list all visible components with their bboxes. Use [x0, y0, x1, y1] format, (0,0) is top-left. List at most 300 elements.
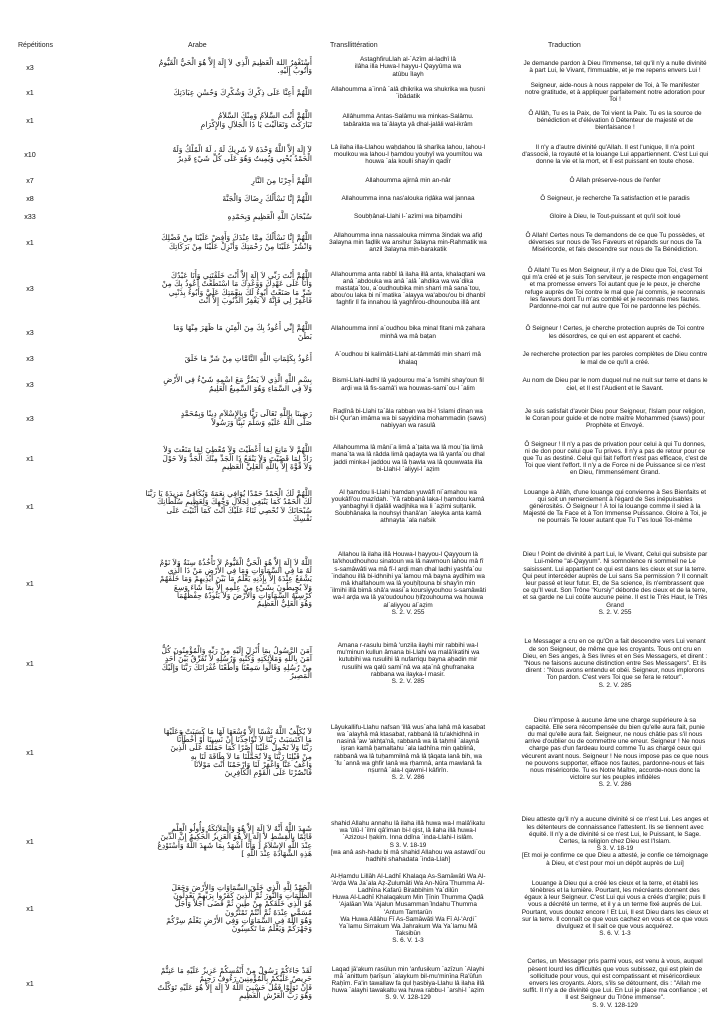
translation-text-line: ni de don pour celui que Tu prives. Il n'y a pas de retour pour ce [524, 447, 706, 455]
arabic-text-line: حَرِيصٌ عَلَيْكُمْ بِالْمُؤْمِنِينَ رَءُوفٌ رَحِيمٌ [199, 974, 312, 984]
translation-text [502, 370, 724, 400]
arabic-text [52, 946, 314, 1022]
translation-text-line: Majesté de Ta Face et à Ton Immense Puissance. Gloire à Toi, je [523, 510, 707, 518]
arabic-text-line: الْحَمْدُ لِلَّهِ الَّذِي خَلَقَ السَّمَاوَاتِ وَالأَرْضَ وَجَعَلَ [171, 883, 312, 892]
transliteration-text-line: `fu `annâ wa ghfir lanâ wa rḥamnâ, anta mawlanâ fa [334, 759, 482, 767]
arabic-text-line: رَادَّ لِمَا قَضَيْتَ وَلاَ يَنْفَعُ ذَا الْجَدِّ مِنْكَ الْجَدُّ وَلاَ حَوْلَ [162, 453, 312, 463]
arabic-text-line: لَقَدْ جَاءَكُمْ رَسُولٌ مِنْ أَنْفُسِكُمْ عَزِيزٌ عَلَيْهِ مَا عَنِتُّمْ [160, 966, 312, 976]
arabic-text [52, 52, 314, 82]
transliteration-text-line: nṣurnâ `ala-l qawmi-l kâfirîn. [367, 767, 449, 775]
dhikr-row [8, 318, 724, 348]
translation-text-line: arrive d'oublier ou de commettre une erreur. Seigneur ! Ne nous [524, 738, 706, 746]
translation-text [502, 190, 724, 208]
header-arabic: Arabe [188, 42, 207, 49]
dhikr-table [8, 52, 724, 1022]
repetition-count: x1 [26, 116, 34, 126]
translation-text-line: Je demande pardon à Dieu l'Immense, tel qu'il n'y a nulle divinité [523, 59, 707, 67]
translation-text-line: à Dieu, et c'est pour moi un dépôt auprès de Lui] [546, 859, 684, 867]
transliteration-text [314, 138, 502, 172]
arabic-text [52, 82, 314, 104]
translation-text-line: le Coran pour guide et de notre maître Mohammed (saws) pour [525, 415, 705, 422]
translation-text-line: sur la terre. Il connaît ce que vous cachez en vous et ce que vous [522, 915, 708, 923]
arabic-text-line: وَأَنَا عَلَى عَهْدِكَ وَوَعْدِكَ مَا اسْتَطَعْتُ أَعُوذُ بِكَ مِنْ [161, 279, 312, 289]
transliteration-text-line: Bismi-Llahi-ladhî lâ yaḍourou ma`a 'ismihi shay'oun fil [332, 377, 484, 385]
repetition-count: x1 [26, 904, 34, 914]
arabic-text-line: وَلاَ فِي السَّمَاءِ وَهُوَ السَّمِيعُ الْعَلِيمُ [209, 383, 312, 393]
arabic-text-line: بَطَنَ [297, 331, 312, 341]
translation-text-line: refuge auprès de Toi contre le mal que j'ai commis, je reconnais [524, 288, 706, 296]
translation-text-line: Pardonne-moi car nul autre que Toi ne pardonne les péchés. [529, 303, 701, 311]
arabic-text-line: اللَّهُمَّ إِنِّي أَعُوذُ بِكَ مِنَ الْفِتَنِ مَا ظَهَرَ مِنْهَا وَمَا [173, 323, 312, 333]
dhikr-row [8, 634, 724, 694]
translation-text-line: vécurent avant nous. Seigneur ! Ne nous impose pas ce que nous [521, 752, 709, 760]
arabic-text-line: أَسْتَغْفِرُ اللهَ الْعَظِيمَ الَّذِي لاَ إِلَهَ إِلاَّ هُوَ الْحَيُّ الْقَيُّومُ [158, 57, 312, 67]
translation-text-line: bénédiction et d'élévation ô Détenteur de majesté et de [536, 117, 694, 124]
repetition-count: x1 [26, 238, 34, 248]
translation-text-line: Toi que vient l'effort. Il n'y a de Force ni de Puissance si ce n'est [524, 462, 706, 470]
translation-text-line: Ton pardon. C'est vers Toi que se fera le retour". [546, 674, 684, 682]
arabic-text-line: الْمَصِيرُ [290, 670, 312, 680]
transliteration-text-line: S. 2. V. 285 [391, 678, 425, 686]
translation-text-line: envers les croyants. Alors, s'ils se détournent, dis : "Allah me [529, 980, 701, 987]
translation-text-line: Gloire à Dieu, le Tout-puissant et qu'il soit loué [549, 213, 681, 220]
arabic-text [52, 370, 314, 400]
arabic-text-line: وَهُوَ الْعَلِيُّ الْعَظِيمُ [256, 599, 312, 609]
translation-text [502, 104, 724, 138]
translation-text-line: du mal qu'elle aura fait. Seigneur, ne nous châtie pas s'il nous [527, 731, 703, 738]
translation-text-line: nous miséricorde. Tu es Notre Maître, accorde-nous donc la [530, 767, 700, 775]
transliteration-text-line: S. 2. V. 286 [391, 774, 425, 782]
arabic-text-line: رَبَّنَا وَلاَ تَحْمِلْ عَلَيْنَا إِصْرًا كَمَا حَمَلْتَهُ عَلَى الَّذِينَ [170, 743, 312, 753]
dhikr-row [8, 534, 724, 634]
transliteration-text [314, 52, 502, 82]
transliteration-text-line: kutubihi wa rusulihi lâ nufarriqu bayna aḥadin mir [338, 656, 478, 664]
arabic-text-line: اللَّهُمَّ إِنَّا نَسْأَلُكَ مِمَّا عِنْدَكَ وَأَفِضْ عَلَيْنَا مِنْ فَضْلِكَ [161, 233, 312, 243]
translation-text-line: les faveurs dont Tu m'as comblé et je reconnais mes fautes. [530, 295, 700, 303]
arabic-text-line: وَاعْفُ عَنَّا وَاغْفِرْ لَنَا وَارْحَمْنَا أَنْتَ مَوْلاَنَا [193, 759, 312, 769]
transliteration-text-line: `indahou illâ bi-idhnihi ya`lamou mâ bayna aydîhim wa [331, 572, 485, 580]
repetition-count: x1 [26, 579, 34, 589]
translation-text-line: Ô Seigneur ! Certes, je cherche protection auprès de Toi contre [525, 325, 705, 333]
dhikr-row [8, 52, 724, 82]
repetition-count: x3 [26, 62, 34, 72]
repetition-count: x3 [26, 380, 34, 390]
transliteration-text-line: Ya`lamu Sirrakum Wa Jahrakum Wa Ya`lamu Mā [338, 923, 478, 931]
repetition-count: x3 [26, 328, 34, 338]
translation-text-line: déverses sur nous de Tes Faveurs et répands sur nous de Ta [528, 239, 702, 246]
transliteration-text-line: huwa `alayhi tawakaltu wa huwa rabbu-l `arshi-l `aẓim [331, 987, 485, 995]
repetition-count: x1 [26, 837, 34, 847]
arabic-text-line: وَلاَ قُوَّةَ إِلاَّ بِاللَّهِ الْعَلِيِّ الْعَظِيمِ [222, 461, 312, 471]
translation-text [502, 260, 724, 318]
transliteration-text-line: Soubḥânal-Llahi l-`azîmi wa biḥamdihi [354, 213, 462, 220]
dhikr-row [8, 208, 724, 226]
transliteration-text-line: wa `alayhâ mâ ktasabat, rabbanâ lâ tu'akhidhnâ in [336, 731, 480, 738]
dhikr-row [8, 812, 724, 872]
transliteration-text-line: rusulihi wa qalû sami`nâ wa aṭa`nâ ghufranaka [341, 663, 475, 671]
arabic-text-line: تَبَارَكْتَ وَتَعَالَيْتَ يَا ذَا الْجَلاَلِ وَالإِكْرَامِ [200, 119, 312, 129]
translation-text [502, 634, 724, 694]
transliteration-text-line: 'Arḍa Wa Ja`ala Aẓ-Ẓulumāti Wa An-Nūra ̄Thumma Al- [331, 879, 485, 887]
translation-text-line: Ô Seigneur, je recherche Ta satisfaction et le paradis [540, 195, 690, 202]
transliteration-text-line: arḍi wa lâ fis-samâ'i wa houwas-sami`ou-l `alim [341, 384, 475, 392]
transliteration-text-line: hadhihi shahadata `inda-Llah] [365, 856, 451, 864]
translation-text-line: Certes, un Messager pris parmi vous, est venu à vous, auquel [527, 958, 703, 966]
arabic-text-line: نَفْسِكَ [292, 513, 312, 523]
translation-text [502, 438, 724, 480]
translation-text [502, 400, 724, 438]
dhikr-row [8, 190, 724, 208]
transliteration-text-line: rabbanâ wa lâ tuḥammilnâ mâ lâ ṭâqata lanâ bih, wa [334, 752, 482, 760]
arabic-text-line: اللَّهُمَّ أَعِنَّا عَلَى ذِكْرِكَ وَشُكْرِكَ وَحُسْنِ عِبَادَتِكَ [173, 87, 312, 97]
transliteration-text-line: ilâha illa Huwa-l hayyu-l Qayyûma wa [354, 63, 462, 71]
repetition-count: x1 [26, 454, 34, 464]
translation-text-line: Grand [606, 601, 624, 609]
arabic-text-line: لاَ إِلَهَ إِلاَّ اللَّهُ وَحْدَهُ لاَ شَرِيكَ لَهُ ، لَهُ الْمُلْكُ وَلَهُ [172, 145, 312, 155]
arabic-text [52, 400, 314, 438]
transliteration-text-line: Allahoumma ajirnâ min an-nâr [365, 177, 451, 184]
translation-text-line: Ô Allah! Tu es Mon Seigneur, il n'y a de Dieu que Toi, c'est Toi [527, 267, 703, 274]
transliteration-text [314, 946, 502, 1022]
dhikr-row [8, 348, 724, 370]
translation-text-line: victoire sur les peuples infidèles [569, 774, 661, 782]
dhikr-row [8, 400, 724, 438]
translation-text-line: ce qu'Il veut. Son Trône "Kursiy" déborde des cieux et de la terre, [522, 587, 708, 595]
transliteration-text-line: al`aliyyou al`aẓim [383, 601, 433, 609]
transliteration-text-line: Al ḥamdou li-Llahi ḥamdan yuwâfî ni`amahou wa [339, 488, 477, 496]
translation-text-line: Certes, la religion chez Dieu est l'Islam. [559, 838, 671, 845]
translation-text-line: les désordres, ce qui en est apparent et caché. [548, 332, 682, 340]
translation-text-line: S. 2. V. 286 [598, 781, 632, 789]
transliteration-text-line: S. 6. V. 1-3 [392, 937, 424, 945]
transliteration-text-line: 'Ajalāan ̄Wa 'Ajalun Musamman ̄Indahu ̄Thumma [339, 901, 477, 909]
transliteration-text-line: mā `anittum ḥarīṣun `alaykum bil-mu'minīna Ra'ūfun [334, 972, 482, 980]
translation-text-line: à part Lui, le Vivant, l'Immuable, et je me repens envers Lui ! [529, 67, 701, 74]
arabic-text-line: وَهُوَ رَبُّ الْعَرْشِ الْعَظِيمِ [239, 990, 312, 1000]
translation-text-line: Je recherche protection par les paroles complètes de Dieu contre [522, 351, 708, 359]
translation-text-line: Ô Allâh, Tu es la Paix, de Toi vient la Paix. Tu es la source de [528, 109, 702, 117]
transliteration-text-line: athnayta `ala nafsik [380, 517, 436, 525]
translation-text-line: d'associé, la royauté et la louange Lui appartiennent. C'est Lui qui [521, 151, 709, 158]
translation-text [502, 226, 724, 260]
header-transliteration: Transllittération [330, 42, 378, 49]
translation-text-line: saisissent. Lui appartient ce qui est dans les cieux et sur la terre. [523, 565, 707, 573]
dhikr-row [8, 946, 724, 1022]
translation-text-line: Louange à Allâh, d'une louange qui convienne à Ses Bienfaits et [523, 488, 707, 496]
transliteration-text [314, 190, 502, 208]
transliteration-text-line: iṣran kamâ ḥamaltahu `ala ladhîna min qablinâ, [340, 745, 476, 753]
header-repetitions: Répétitions [18, 42, 54, 49]
translation-text-line: Dieu, en Ses anges, à Ses livres et en Ses Messagers, et dirent : [522, 652, 708, 660]
translation-text-line: Dieu ! Point de divinité à part Lui, le Vivant, Celui qui subsiste par [522, 551, 708, 559]
transliteration-text-line: wa-l arḍa wa lâ ya'oudouhou ḥifẓouhouma wa houwa [332, 594, 484, 602]
translation-text-line: ténèbres et la lumière. Pourtant, les mécréants donnent des [530, 887, 700, 894]
transliteration-text [314, 812, 502, 872]
arabic-text-line: يَشْفَعُ عِنْدَهُ إِلاَّ بِإِذْنِهِ يَعْلَمُ مَا بَيْنَ أَيْدِيهِمْ وَمَا خَلْفَهُمْ [159, 574, 312, 584]
dhikr-row [8, 172, 724, 190]
transliteration-text [314, 634, 502, 694]
arabic-text-line: الْحَمْدُ يُحْيِي وَيُمِيتُ وَهُوَ عَلَى كُلِّ شَيْءٍ قَدِيرٌ [177, 153, 312, 163]
transliteration-text [314, 260, 502, 318]
translation-text [502, 694, 724, 812]
arabic-text-line: فَإِنْ تَوَلَّوْا فَقُلْ حَسْبِيَ اللَّهُ لاَ إِلَهَ إِلاَّ هُوَ عَلَيْهِ تَوَكَّلْتُ [157, 982, 312, 992]
arabic-text-line: وَانْشُرْ عَلَيْنَا مِنْ رَحْمَتِكَ وَأَنْزِلْ عَلَيْنَا مِنْ بَرَكَاتِكَ [168, 241, 312, 251]
transliteration-text-line: Al-Ḥamdu Lillāh Al-Ladhī Khalaqa As-Samāwāti Wa Al- [330, 872, 486, 880]
transliteration-text-line: atûbu îlayh [392, 70, 424, 78]
translation-text-line: Miséricorde, et fais descendre sur nous de Ta Bénédiction. [532, 246, 698, 254]
translation-text-line: qui m'a créé et je suis Ton serviteur, je respecte mon engagement [522, 274, 708, 282]
transliteration-text-line: yanbaghyi li djalâli wadjhika wa li `aẓimi sulṭanik. [339, 503, 477, 510]
arabic-text-line: شَهِدَ اللَّهُ أَنَّهُ لاَ إِلَهَ إِلاَّ هُوَ وَالْمَلاَئِكَةُ وَأُولُو الْعِلْمِ [171, 824, 312, 834]
dhikr-row [8, 104, 724, 138]
transliteration-text [314, 172, 502, 190]
repetition-count: x1 [26, 659, 34, 669]
arabic-text-line: لَكَ الْحَمْدُ كَمَا يَنْبَغِي لِجَلاَلِ وَجْهِكَ وَلِعَظِيمِ سُلْطَانِكَ [157, 497, 312, 507]
transliteration-text-line: Allahoumma inna nassalouka mimma 3indak wa afiḍ [333, 231, 483, 239]
transliteration-text-line: ta'khoudhouhou sinatoun wa lâ nawmoun lahou mâ fî [332, 558, 484, 566]
transliteration-text [314, 226, 502, 260]
arabic-text-line: اللَّهُمَّ لَكَ الْحَمْدُ حَمْدًا يُوَافِي نِعَمَهُ وَيُكَافِئُ مَزِيدَهُ يَا رَبَّنَا [145, 489, 312, 499]
dhikr-row [8, 694, 724, 812]
arabic-text-line: لَهُ مَا فِي السَّمَاوَاتِ وَمَا فِي الأَرْضِ مَنْ ذَا الَّذِي [167, 566, 312, 576]
transliteration-text [314, 694, 502, 812]
translation-text-line: et ma promesse envers Toi autant que je le peux, je cherche [529, 281, 701, 289]
transliteration-text-line: khalaq [398, 358, 418, 366]
transliteration-text-line: `Azizou-l ḥakim. Inna ddîna `inda-Llahi-l islâm. [342, 834, 474, 842]
arabic-text-line: اللَّهُمَّ لاَ مَانِعَ لِمَا أَعْطَيْتَ وَلاَ مُعْطِيَ لِمَا مَنَعْتَ وَلاَ [163, 445, 312, 455]
dhikr-row [8, 438, 724, 480]
translation-text-line: égaux à leur Seigneur. C'est Lui qui vous a créés d'argile; puis Il [524, 894, 706, 902]
transliteration-text-line: S 3. V. 18-19 [389, 841, 427, 849]
transliteration-text-line: Allahoumma lâ mâni`a limâ a`ṭaita wa lâ mou`ṭia limâ [333, 444, 483, 452]
arabic-text-line: مَا اكْتَسَبَتْ رَبَّنَا لاَ تُؤَاخِذْنَا إِنْ نَسِينَا أَوْ أَخْطَأْنَا [176, 735, 312, 745]
transliteration-text [314, 872, 502, 946]
translation-text [502, 318, 724, 348]
transliteration-text-line: bi-Llahi-l `aliyyi-l `aẓim [376, 465, 440, 473]
repetition-count: x10 [24, 150, 36, 160]
arabic-text-line: مُسَمًّى عِنْدَهُ ثُمَّ أَنْتُمْ تَمْتَرُونَ [225, 907, 312, 917]
translation-text-line: ne pourrais Te louer autant que Tu T'es loué Toi-même [537, 517, 693, 525]
transliteration-text-line: Lâ ilaha illa-Llahou waḥdahou lâ sharîka lahou, lahou-l [330, 143, 486, 151]
translation-text-line: Qui peut intercéder auprès de Lui sans Sa permission ? Il connaît [522, 572, 708, 580]
header-translation: Traduction [548, 42, 581, 49]
transliteration-text-line: abou'ou laka bi ni`matika `alayya wa'abou'ou bi dhanbî [330, 292, 486, 300]
translation-text-line: Louange à Dieu qui a créé les cieux et la terre, et établi les [531, 879, 699, 887]
arabic-text-line: وَجَهْرَكُمْ وَيَعْلَمُ مَا تَكْسِبُونَ [231, 924, 312, 934]
transliteration-text-line: tabârakta wa ta`âlayta yâ dhal-jalâli wal-ikrâm [343, 120, 473, 128]
dhikr-row [8, 82, 724, 104]
transliteration-text-line: s-samâwâti wa mâ fî-l arḍi man dhal ladhi yashfa`ou [334, 565, 482, 573]
translation-text-line: que Tu as destiné. Celui qui fait l'effort n'est pas efficace, c'est de [522, 455, 708, 462]
translation-text-line: Je suis satisfait d'avoir Dieu pour Seigneur, l'Islam pour religion, [524, 407, 706, 415]
arabic-text-line: فَانْصُرْنَا عَلَى الْقَوْمِ الْكَافِرِينَ [224, 768, 312, 778]
arabic-text-line: شَرِّ مَا صَنَعْتُ أَبُوءُ لَكَ بِنِعْمَتِكَ عَلَيَّ وَأَبُوءُ بِذَنْبِي [168, 287, 312, 297]
arabic-text-line: الظُّلُمَاتِ وَالنُّورَ ثُمَّ الَّذِينَ كَفَرُوا بِرَبِّهِمْ يَعْدِلُونَ [173, 891, 312, 901]
transliteration-text-line: mu'minun kullun âmana bi-Llahi wa malâ'ikatihi wa [336, 649, 480, 657]
dhikr-row [8, 226, 724, 260]
translation-text-line: Dieu atteste qu'il n'y a aucune divinité si ce n'est Lui. Les anges et [521, 816, 709, 824]
translation-text-line: donne la vie et la mort, et Il est puissant en toute chose. [535, 158, 695, 166]
translation-text-line: équité. Il n'y a de divinité si ce n'est Lui, le Puissant, le Sage. [529, 830, 701, 838]
arabic-text [52, 318, 314, 348]
translation-text-line: Prophète et Envoyé. [586, 422, 644, 430]
translation-text [502, 480, 724, 534]
transliteration-text-line: mâ khalfahoum wa lâ youḥîṭouna bi shay'in min [340, 580, 476, 587]
dhikr-row [8, 872, 724, 946]
translation-text-line: S. 6. V. 1-3 [599, 930, 631, 938]
translation-text-line: charge pas d'un fardeau lourd comme Tu as chargé ceux qui [529, 745, 701, 753]
translation-text-line: sollicitude pour vous, qui est compatissant et miséricordieux [530, 972, 700, 980]
transliteration-text-line: S. 9. V. 128-129 [385, 994, 431, 1002]
arabic-text-line: لاَ يُكَلِّفُ اللَّهُ نَفْسًا إِلاَّ وُسْعَهَا لَهَا مَا كَسَبَتْ وَعَلَيْهَا [163, 727, 312, 736]
transliteration-text-line: A`oudhou bi kalimâti-Llahi at-tâmmâti min sharri mâ [335, 351, 481, 359]
arabic-text-line: اللَّهُمَّ إِنَّا نَسْأَلُكَ رِضَاكَ وَالْجَنَّةَ [222, 193, 312, 203]
translation-text-line: le mal de ce qu'Il a créé. [580, 358, 650, 366]
arabic-text-line: مِنْ رُسُلِهِ وَقَالُوا سَمِعْنَا وَأَطَعْنَا غُفْرَانَكَ رَبَّنَا وَإِلَيْكَ [161, 662, 312, 672]
arabic-text-line: اللَّهُمَّ أَجِرْنَا مِنَ النَّارِ [251, 175, 312, 185]
arabic-text-line: وَلاَ يُحِيطُونَ بِشَيْءٍ مِنْ عِلْمِهِ إِلاَّ بِمَا شَاءَ وَسِعَ [173, 582, 312, 592]
transliteration-text-line: jaddi minka-l jaddou wa lâ ḥawla wa lâ qouwwata illa [333, 458, 483, 466]
arabic-text [52, 208, 314, 226]
transliteration-text-line: nabiyyan wa rasulâ [380, 422, 436, 430]
transliteration-text-line: Raḍînâ bi-Llahi ta`âla rabban wa bi-l 'islami dînan wa [333, 407, 483, 415]
transliteration-text-line: Ladhīna Kafarū Birabbihim Ya`dilūn [357, 887, 459, 894]
translation-text-line: S. 2. V. 285 [598, 681, 632, 689]
translation-text-line: Dieu n'impose à aucune âme une charge supérieure à sa [533, 716, 697, 724]
translation-text-line: qui soit un remerciement à l'égard de Ses inépuisables [537, 495, 693, 503]
transliteration-text-line: Allâhumma Antas-Salâmu wa minkas-Salâmu. [342, 113, 474, 121]
translation-text-line: S. 2. V. 255 [598, 608, 632, 616]
repetition-count: x1 [26, 502, 34, 512]
arabic-text-line: آمَنَ بِاللَّهِ وَمَلاَئِكَتِهِ وَكُتُبِهِ وَرُسُلِهِ لاَ نُفَرِّقُ بَيْنَ أَحَدٍ [164, 654, 312, 664]
translation-text [502, 348, 724, 370]
translation-text-line: Ô Seigneur ! Il n'y a pas de privation pour celui à qui Tu donnes, [524, 440, 706, 448]
transliteration-text [314, 208, 502, 226]
arabic-text [52, 260, 314, 318]
translation-text-line: ne pouvons supporter, efface nos fautes, pardonne-nous et fais [525, 759, 705, 767]
translation-text-line: en Dieu, l'Immensément Grand. [569, 469, 661, 477]
translation-text [502, 82, 724, 104]
transliteration-text-line: mana`ta wa lâ râdda limâ qaḍayta wa lâ yanfa`ou dhal [331, 451, 485, 459]
arabic-text-line: اللَّهُ لاَ إِلَهَ إِلاَّ هُوَ الْحَيُّ الْقَيُّومُ لاَ تَأْخُذُهُ سِنَةٌ وَلاَ نَوْمٌ [159, 558, 312, 567]
translation-text-line: Au nom de Dieu par le nom duquel nul ne nuit sur terre et dans le [522, 377, 708, 385]
translation-text [502, 138, 724, 172]
translation-text-line: de son Seigneur, de même que les croyants. Tous ont cru en [529, 645, 701, 653]
arabic-text [52, 348, 314, 370]
arabic-text-line: رَضِينَا بِاللَّهِ تَعَالَى رَبًّا وَبِالإِسْلاَمِ دِينًا وَبِمُحَمَّدٍ [180, 409, 312, 419]
translation-text-line: les détenteurs de connaissance l'attestent. Ils se tiennent avec [526, 823, 704, 831]
transliteration-text-line: 'Antum Tamtarūn [384, 908, 432, 916]
translation-text-line: Ô Allah préserve-nous de l'enfer [569, 177, 661, 184]
translation-text-line: suffit. Il n'y a de divinité que Lui. En Lui je place ma confiance ; et [522, 987, 708, 995]
arabic-text-line: اللَّهُمَّ أَنْتَ رَبِّي لاَ إِلَهَ إِلاَّ أَنْتَ خَلَقْتَنِي وَأَنَا عَبْدُكَ [170, 271, 312, 281]
translation-text-line: Le Messager a cru en ce qu'On a fait descendre vers Lui venant [524, 638, 706, 646]
transliteration-text-line: Lâyukallifu-Llahu nafsan 'illâ wus`aha lahâ mâ kasabat [330, 723, 486, 731]
arabic-text-line: كُرْسِيُّهُ السَّمَاوَاتِ وَالأَرْضَ وَلاَ يَئُودُهُ حِفْظُهُمَا [176, 590, 312, 600]
translation-text-line: [Et moi je confirme ce que Dieu a attesté, je confie ce témoignage [521, 852, 709, 860]
transliteration-text-line: moulkou wa lahou-l ḥamdou youḥyî wa youmîtou wa [333, 151, 483, 158]
repetition-count: x3 [26, 284, 34, 294]
arabic-text-line: اللَّهُمَّ أَنْتَ السَّلاَمُ وَمِنْكَ السَّلاَمُ [217, 111, 312, 121]
arabic-text [52, 172, 314, 190]
repetition-count: x8 [26, 194, 34, 204]
transliteration-text [314, 400, 502, 438]
repetition-count: x3 [26, 414, 34, 424]
transliteration-text-line: bi-l Qur'an imâma wa bi sayyidina mohammadin (saws) [329, 415, 487, 422]
arabic-text [52, 694, 314, 812]
transliteration-text-line: anâ `abdouka wa anâ `alâ `ahdika wa wa`dika [342, 277, 474, 285]
transliteration-text-line: mastaṭa`tou, a`oudhoubika min sharri mâ sana`tou, [335, 285, 481, 292]
arabic-text-line: وَهُوَ اللَّهُ فِي السَّمَاوَاتِ وَفِي الأَرْضِ يَعْلَمُ سِرَّكُمْ [166, 915, 312, 925]
translation-text-line: vous a décrété un terme, et il y a un terme fixé auprès de Lui. [528, 901, 702, 909]
transliteration-text-line: Amana r-rasulu bimâ 'unzila ilayhi mir rabbihi wa-l [337, 642, 479, 649]
transliteration-text-line: `ilmihi illâ bimâ shâ'a wasi`a koursiyyouhou s-samâwâti [329, 587, 487, 595]
arabic-text-line: سُبْحَانَ اللَّهِ الْعَظِيمِ وَبِحَمْدِهِ [227, 211, 312, 221]
transliteration-text-line: minhâ wa mâ baṭan [380, 332, 436, 340]
arabic-text-line: وَأَتُوبُ إِلَيْهِ. [277, 66, 312, 75]
arabic-text [52, 634, 314, 694]
translation-text-line: Lui-même "al-Qayyum". Ni somnolence ni sommeil ne Le [534, 558, 696, 566]
translation-text [502, 172, 724, 190]
arabic-text-line: سُبْحَانَكَ لاَ نُحْصِي ثَنَاءً عَلَيْكَ أَنْتَ كَمَا أَثْنَيْتَ عَلَى [166, 505, 312, 515]
repetition-count: x1 [26, 979, 34, 989]
translation-text-line: divulguez et Il sait ce que vous acquérez. [556, 923, 674, 931]
translation-text-line: notre gratitude, et à appliquer parfaitement notre adoration pour [524, 89, 706, 97]
transliteration-text [314, 348, 502, 370]
translation-text-line: Ô Allah! Certes nous Te demandons de ce que Tu possèdes, et [525, 231, 705, 239]
translation-text-line: capacité. Elle sera récompensée du bien qu'elle aura fait, punie [525, 723, 705, 731]
translation-text [502, 208, 724, 226]
transliteration-text-line: Allahoumma inna nas'alouka riḍâka wal jannaa [341, 195, 475, 202]
dhikr-row [8, 260, 724, 318]
transliteration-text-line: S. 2. V. 255 [391, 608, 425, 616]
arabic-text-line: هَذِهِ الشَّهَادَةَ عِنْدَ اللَّهِ ] [241, 848, 312, 858]
repetition-count: x7 [26, 176, 34, 186]
arabic-text [52, 138, 314, 172]
transliteration-text-line: youkâfi'ou mazîdah. `Yâ rabbanâ laka-l ḥamdou kamâ [331, 495, 485, 503]
arabic-text [52, 812, 314, 872]
transliteration-text [314, 82, 502, 104]
translation-text-line: Seigneur, aide-nous à nous rappeler de Toi, à Te manifester [530, 82, 700, 89]
translation-text [502, 946, 724, 1022]
translation-text-line: générosités. Ô Seigneur ! À toi la louange comme il sied à la [529, 503, 701, 510]
translation-text [502, 534, 724, 634]
transliteration-text-line: Allahoumma innî a`oudhou bika minal fitani mâ ẓahara [330, 325, 486, 333]
transliteration-text-line: [wa anâ ash-hadu bi mâ shahid Allahou wa astawdi`ou [330, 848, 486, 856]
transliteration-text-line: `ibâdatik [395, 92, 421, 100]
arabic-text-line: أَعُوذُ بِكَلِمَاتِ اللَّهِ التَّامَّاتِ مِنْ شَرِّ مَا خَلَقَ [184, 353, 312, 363]
repetition-count: x1 [26, 88, 34, 98]
transliteration-text-line: Huwa Al-Ladhī Khalaqakum Min Ṭīnin Thumma Qaḍā [332, 894, 484, 902]
arabic-text [52, 534, 314, 634]
arabic-text-line: مِنْ قَبْلِنَا رَبَّنَا وَلاَ تُحَمِّلْنَا مَا لاَ طَاقَةَ لَنَا بِهِ [190, 751, 312, 761]
arabic-text [52, 480, 314, 534]
translation-text-line: ciel, et Il est l'Audient et le Savant. [566, 384, 664, 392]
repetition-count: x3 [26, 354, 34, 364]
arabic-text-line: فَاغْفِرْ لِي فَإِنَّهُ لاَ يَغْفِرُ الذُّنُوبَ إِلاَّ أَنْتَ [198, 295, 312, 305]
dhikr-row [8, 370, 724, 400]
transliteration-text-line: Allahou là ilaha illâ Houwa-l ḥayyou-l Qayyoum là [338, 551, 478, 559]
transliteration-text-line: Allahoumma anta rabbî lâ ilaha illâ anta, khalaqtani wa [330, 270, 486, 278]
arabic-text [52, 190, 314, 208]
translation-text [502, 812, 724, 872]
arabic-text-line: هُوَ الَّذِي خَلَقَكُمْ مِنْ طِينٍ ثُمَّ قَضَى أَجَلاً وَأَجَلٌ [174, 899, 312, 909]
transliteration-text-line: Raḥīm. Fa'in tawallaw fa qul ḥasbiya-Llahu lâ ilaha illâ [331, 980, 485, 987]
transliteration-text-line: anzil 3alayna min-barakatik [369, 246, 447, 254]
transliteration-text [314, 370, 502, 400]
translation-text-line: leur passé et leur futur. Et, de Sa science, ils n'embrassent que [525, 580, 705, 587]
translation-text-line: Toi ! [609, 96, 621, 104]
